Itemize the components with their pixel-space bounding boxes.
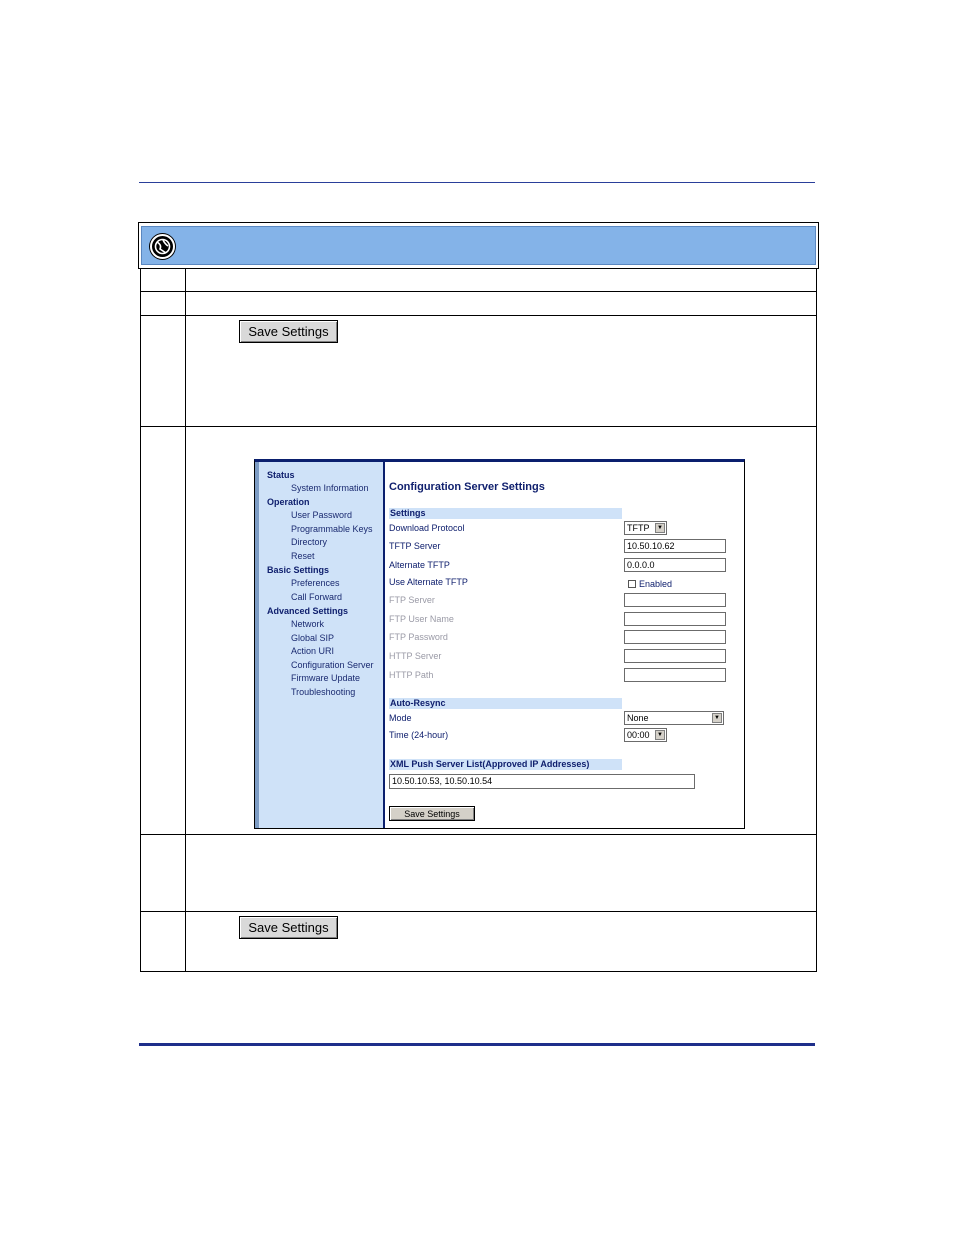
download-protocol-label: Download Protocol <box>389 523 465 533</box>
sidebar-section-basic-settings: Basic Settings <box>267 565 330 575</box>
web-ui-sidebar <box>255 462 385 828</box>
sidebar-item-network[interactable]: Network <box>291 619 325 629</box>
web-ui-save-settings-button[interactable]: Save Settings <box>389 806 475 821</box>
web-ui-screenshot <box>254 459 745 829</box>
page-title: Configuration Server Settings <box>389 481 545 493</box>
step-number-column-divider <box>185 268 186 971</box>
row-divider <box>141 291 816 292</box>
download-protocol-value: TFTP <box>627 523 650 533</box>
sidebar-item-directory[interactable]: Directory <box>291 537 328 547</box>
procedure-header-bar <box>141 226 816 265</box>
chevron-down-icon: ▼ <box>655 730 665 740</box>
ftp-server-label: FTP Server <box>389 595 435 605</box>
http-path-label: HTTP Path <box>389 670 434 680</box>
sidebar-section-operation: Operation <box>267 497 310 507</box>
sidebar-item-troubleshooting[interactable]: Troubleshooting <box>291 687 356 697</box>
save-settings-button[interactable]: Save Settings <box>239 916 338 939</box>
ftp-password-label: FTP Password <box>389 632 448 642</box>
sidebar-section-advanced-settings: Advanced Settings <box>267 606 349 616</box>
use-alternate-tftp-checkbox[interactable] <box>628 580 636 588</box>
sidebar-item-programmable-keys[interactable]: Programmable Keys <box>291 524 373 534</box>
ftp-user-name-label: FTP User Name <box>389 614 454 624</box>
sidebar-item-preferences[interactable]: Preferences <box>291 578 340 588</box>
xml-push-server-list-field[interactable]: 10.50.10.53, 10.50.10.54 <box>389 774 695 789</box>
ftp-user-name-field[interactable] <box>624 612 726 626</box>
time-value: 00:00 <box>627 730 650 740</box>
sidebar-item-system-information[interactable]: System Information <box>291 483 369 493</box>
settings-section-header: Settings <box>389 508 622 519</box>
chevron-down-icon: ▼ <box>712 713 722 723</box>
alternate-tftp-label: Alternate TFTP <box>389 560 450 570</box>
bottom-rule <box>139 1043 815 1046</box>
mode-label: Mode <box>389 713 412 723</box>
xml-push-section-header: XML Push Server List(Approved IP Addresses) <box>389 759 622 770</box>
sidebar-item-firmware-update[interactable]: Firmware Update <box>291 673 361 683</box>
row-divider <box>141 911 816 912</box>
http-server-field[interactable] <box>624 649 726 663</box>
download-protocol-select[interactable] <box>624 521 667 535</box>
row-divider <box>141 834 816 835</box>
http-path-field[interactable] <box>624 668 726 682</box>
sidebar-item-global-sip[interactable]: Global SIP <box>291 633 335 643</box>
sidebar-item-call-forward[interactable]: Call Forward <box>291 592 343 602</box>
ftp-password-field[interactable] <box>624 630 726 644</box>
chevron-down-icon: ▼ <box>655 523 665 533</box>
sidebar-item-reset[interactable]: Reset <box>291 551 315 561</box>
sidebar-item-action-uri[interactable]: Action URI <box>291 646 335 656</box>
auto-resync-section-header: Auto-Resync <box>389 698 622 709</box>
use-alternate-tftp-checkbox-label: Enabled <box>639 579 673 589</box>
sidebar-item-configuration-server[interactable]: Configuration Server <box>291 660 374 670</box>
time-label: Time (24-hour) <box>389 730 449 740</box>
web-ui-main <box>386 462 744 828</box>
save-settings-button[interactable]: Save Settings <box>239 320 338 343</box>
row-divider <box>141 426 816 427</box>
time-select[interactable] <box>624 728 667 742</box>
ftp-server-field[interactable] <box>624 593 726 607</box>
sidebar-item-user-password[interactable]: User Password <box>291 510 353 520</box>
alternate-tftp-field[interactable]: 0.0.0.0 <box>624 558 726 572</box>
sidebar-section-status: Status <box>267 470 295 480</box>
mode-value: None <box>627 713 649 723</box>
web-ui-icon <box>150 234 175 259</box>
top-rule <box>139 182 815 183</box>
procedure-header <box>138 222 819 269</box>
row-divider <box>141 315 816 316</box>
tftp-server-label: TFTP Server <box>389 541 441 551</box>
mode-select[interactable] <box>624 711 724 725</box>
http-server-label: HTTP Server <box>389 651 442 661</box>
use-alternate-tftp-label: Use Alternate TFTP <box>389 577 468 587</box>
tftp-server-field[interactable]: 10.50.10.62 <box>624 539 726 553</box>
